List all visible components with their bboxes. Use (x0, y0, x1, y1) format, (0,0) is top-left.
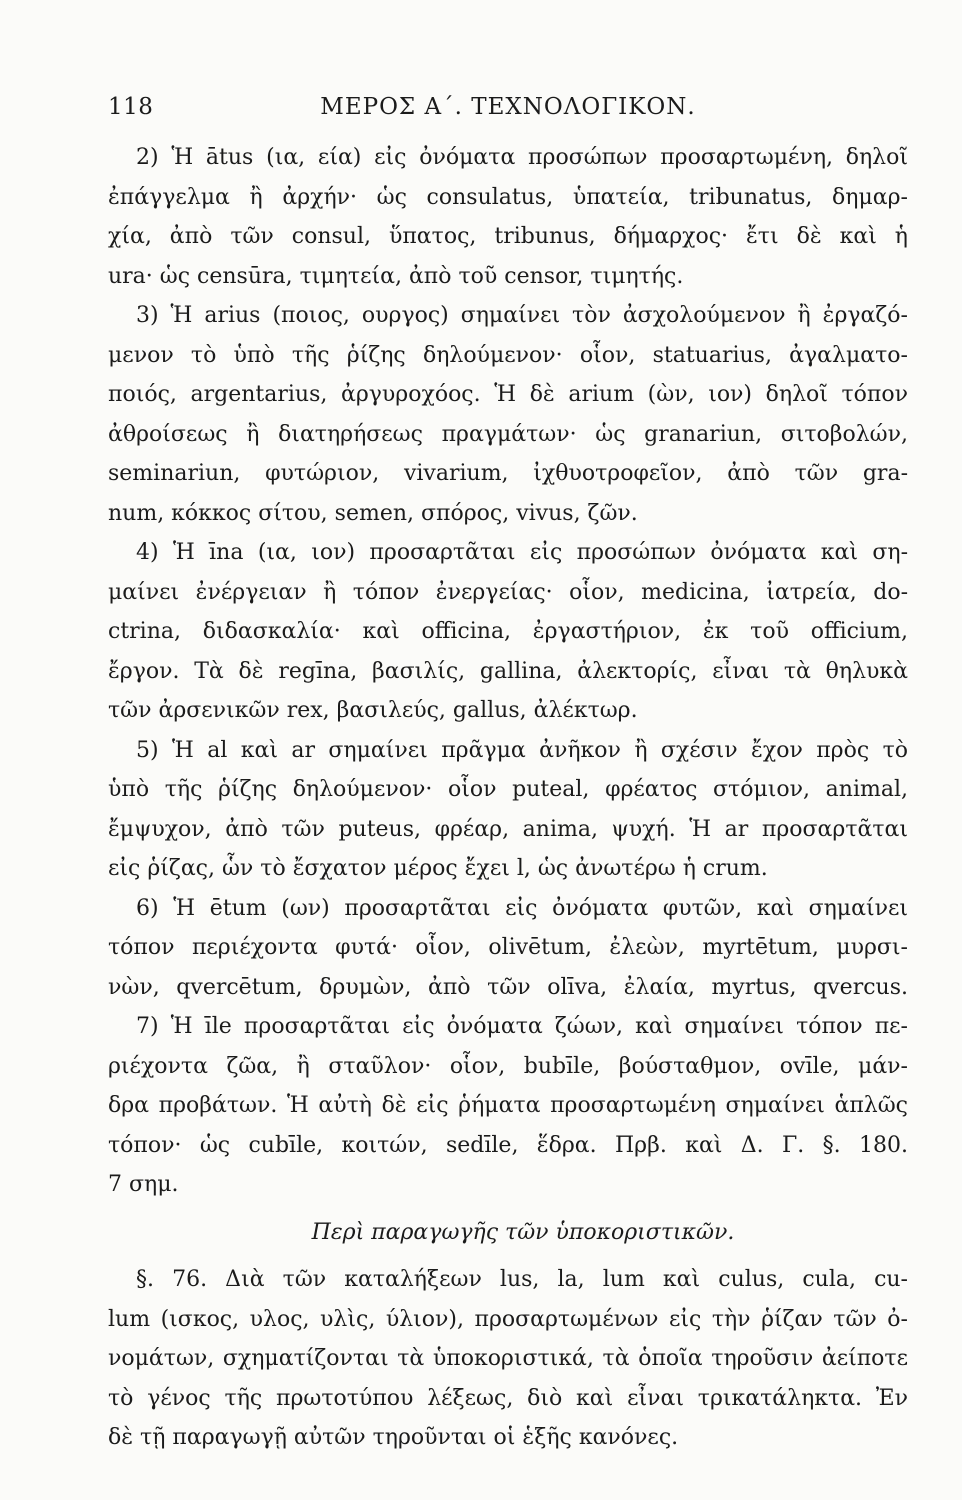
text-line: τόπον περιέχοντα φυτά· οἷον, olivētum, ἐλεὼν, myrtētum, μυρσι- (108, 935, 908, 960)
text-line: ἀθροίσεως ἢ διατηρήσεως πραγμάτων· ὡς granariun, σιτοβολών, (108, 421, 908, 447)
section-text (108, 1260, 908, 1458)
text-line: δρα προβάτων. Ἡ αὐτὴ δὲ εἰς ῥήματα προσαρτωμένη σημαίνει ἁπλῶς (108, 1093, 908, 1118)
section-title: Περὶ παραγωγῆς τῶν ὑποκοριστικῶν. (311, 1219, 735, 1245)
book-page (108, 94, 908, 1458)
text-line: νομάτων, σχηματίζονται τὰ ὑποκοριστικά, τὰ ὁποῖα τηροῦσιν ἀείποτε (108, 1346, 908, 1371)
text-line: εἰς ῥίζας, ὧν τὸ ἔσχατον μέρος ἔχει l, ὡς ἀνωτέρω ἡ crum. (108, 856, 768, 881)
page-header (108, 94, 908, 138)
text-line: num, κόκκος σίτου, semen, σπόρος, vivus, ζῶν. (108, 500, 638, 526)
text-line: ποιός, argentarius, ἀργυροχόος. Ἡ δὲ arium (ὼν, ιον) δηλοῖ τόπον (108, 382, 908, 407)
text-line: νὼν, qvercētum, δρυμὼν, ἀπὸ τῶν olīva, ἐλαία, myrtus, qvercus. (108, 974, 908, 1000)
main-text (108, 138, 908, 1205)
text-line: τόπον· ὡς cubīle, κοιτών, sedīle, ἕδρα. Πρβ. καὶ Δ. Γ. §. 180. (108, 1132, 908, 1158)
page-number: 118 (108, 94, 154, 120)
text-line: ἐπάγγελμα ἢ ἀρχήν· ὡς consulatus, ὑπατεία, tribunatus, δημαρ- (108, 184, 908, 210)
text-line: ὑπὸ τῆς ῥίζης δηλούμενον· οἷον puteal, φρέατος στόμιον, animal, (108, 777, 908, 802)
text-line: χία, ἀπὸ τῶν consul, ὕπατος, tribunus, δήμαρχος· ἔτι δὲ καὶ ἡ (108, 224, 908, 249)
text-line: τὸ γένος τῆς πρωτοτύπου λέξεως, διὸ καὶ εἶναι τρικατάληκτα. Ἐν (108, 1385, 908, 1411)
text-line: ctrina, διδασκαλία· καὶ officina, ἐργαστήριον, ἐκ τοῦ officium, (108, 619, 908, 644)
text-line: ἔργον. Τὰ δὲ regīna, βασιλίς, gallina, ἀλεκτορίς, εἶναι τὰ θηλυκὰ (108, 658, 908, 684)
text-line: ριέχοντα ζῶα, ἢ σταῦλον· οἷον, bubīle, βούσταθμον, ovīle, μάν- (108, 1053, 908, 1079)
text-line: 7 σημ. (108, 1172, 179, 1197)
text-line: 6) Ἡ ētum (ων) προσαρτᾶται εἰς ὀνόματα φυτῶν, καὶ σημαίνει (136, 895, 908, 921)
text-line: §. 76. Διὰ τῶν καταλήξεων lus, la, lum καὶ culus, cula, cu- (136, 1267, 908, 1292)
text-line: ura· ὡς censūra, τιμητεία, ἀπὸ τοῦ censor, τιμητής. (108, 263, 684, 289)
text-line: ἔμψυχον, ἀπὸ τῶν puteus, φρέαρ, anima, ψυχή. Ἡ ar προσαρτᾶται (108, 816, 908, 842)
text-line: δὲ τῇ παραγωγῇ αὐτῶν τηροῦνται οἱ ἑξῆς κανόνες. (108, 1425, 679, 1450)
text-line: μενον τὸ ὑπὸ τῆς ῥίζης δηλούμενον· οἷον, statuarius, ἀγαλματο- (108, 342, 908, 368)
text-line: 3) Ἡ arius (ποιος, ουργος) σημαίνει τὸν ἀσχολούμενον ἢ ἐργαζό- (136, 303, 908, 328)
running-title: ΜΕΡΟΣ Α΄. ΤΕΧΝΟΛΟΓΙΚΟΝ. (320, 94, 696, 120)
text-line: 4) Ἡ īna (ια, ιον) προσαρτᾶται εἰς προσώπων ὀνόματα καὶ ση- (136, 540, 908, 565)
text-line: τῶν ἀρσενικῶν rex, βασιλεύς, gallus, ἀλέκτωρ. (108, 698, 638, 723)
text-line: 5) Ἡ al καὶ ar σημαίνει πρᾶγμα ἀνῆκον ἢ σχέσιν ἔχον πρὸς τὸ (136, 737, 908, 763)
text-line: lum (ισκος, υλος, υλὶς, ύλιον), προσαρτωμένων εἰς τὴν ῥίζαν τῶν ὀ- (108, 1306, 908, 1332)
text-line: μαίνει ἐνέργειαν ἢ τόπον ἐνεργείας· οἷον, medicina, ἰατρεία, do- (108, 579, 908, 605)
text-line: seminariun, φυτώριον, vivarium, ἰχθυοτροφεῖον, ἀπὸ τῶν gra- (108, 461, 908, 486)
text-line: 2) Ἡ ātus (ια, εία) εἰς ὀνόματα προσώπων προσαρτωμένη, δηλοῖ (136, 145, 908, 170)
text-line: 7) Ἡ īle προσαρτᾶται εἰς ὀνόματα ζώων, καὶ σημαίνει τόπον πε- (136, 1014, 908, 1039)
